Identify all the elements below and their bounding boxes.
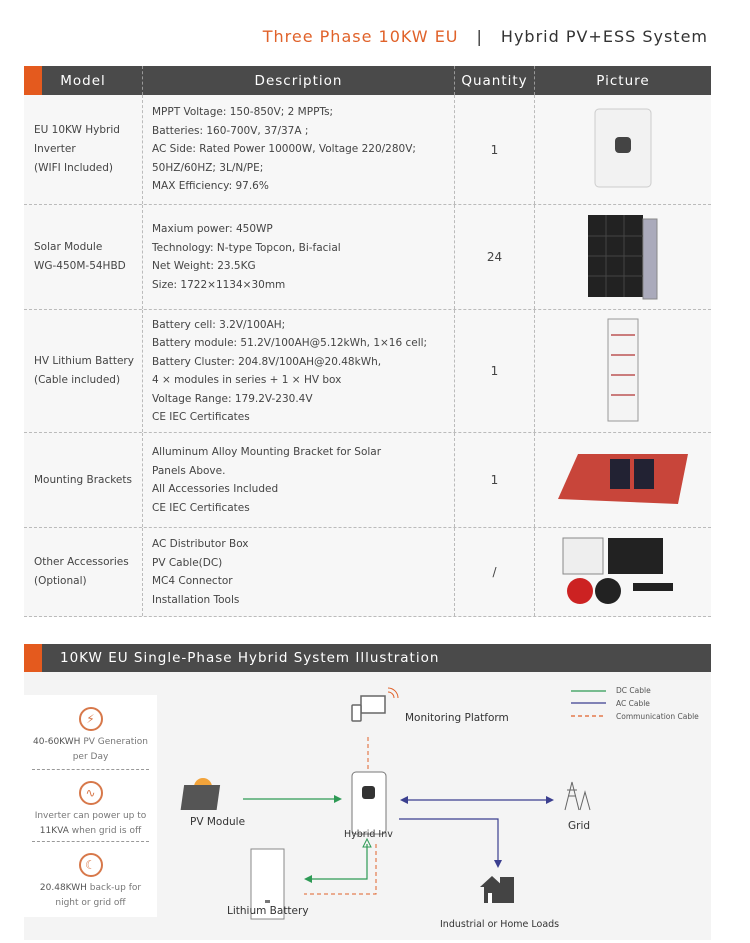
model-line: (Cable included) [34,374,121,386]
description-cell [143,95,455,204]
label-pv-module: PV Module [190,816,246,828]
description-line: CE IEC Certificates [152,501,250,514]
picture-cell [535,310,711,432]
battery-rack-image [603,315,643,428]
quantity-cell: / [455,528,535,616]
table-row [24,95,711,205]
description-line: Voltage Range: 179.2V-230.4V [152,392,313,405]
description-line: Maxium power: 450WP [152,223,273,235]
model-cell [24,310,143,432]
solar-panel-image [583,211,663,304]
comm-cable-battery [304,844,376,894]
model-line: Mounting Brackets [34,473,132,486]
description-line: Technology: N-type Topcon, Bi-facial [152,241,341,254]
quantity-cell: 1 [455,95,535,204]
house-icon [480,876,514,903]
description-line: MPPT Voltage: 150-850V; 2 MPPTs; [152,106,334,119]
description-line: CE IEC Certificates [152,411,250,423]
moon-icon: ☾ [79,853,103,877]
model-line: HV Lithium Battery [34,355,134,367]
model-cell [24,205,143,309]
description-line: MAX Efficiency: 97.6% [152,180,269,193]
description-cell [143,433,455,527]
table-row [24,433,711,528]
monitor-icon [352,688,398,721]
inverter-icon [352,772,386,834]
label-grid: Grid [568,820,591,832]
picture-cell [535,528,711,616]
inverter-image [593,107,653,192]
quantity-cell: 1 [455,433,535,527]
page-title: Three Phase 10KW EU | Hybrid PV+ESS System [262,27,708,46]
header-description: Description [143,66,455,95]
model-line: Inverter [34,143,76,155]
description-cell [143,310,455,432]
pulse-icon: ∿ [79,781,103,805]
product-table [24,66,711,617]
description-line: Battery cell: 3.2V/100AH; [152,318,286,331]
picture-cell [535,433,711,527]
quantity-cell: 24 [455,205,535,309]
legend-ac-cable: AC Cable [616,699,650,708]
ac-cable-loads [399,819,498,862]
description-line: Net Weight: 23.5KG [152,260,256,272]
label-monitoring: Monitoring Platform [405,712,509,724]
model-line: WG-450M-54HBD [34,260,126,272]
label-loads: Industrial or Home Loads [440,919,560,930]
roof-bracket-image [558,449,688,512]
model-line: EU 10KW Hybrid [34,124,120,136]
table-header [24,66,711,95]
picture-cell [535,95,711,204]
picture-cell [535,205,711,309]
table-row [24,310,711,433]
model-line: Solar Module [34,241,103,253]
description-line: Size: 1722×1134×30mm [152,278,286,291]
description-cell [143,528,455,616]
description-cell [143,205,455,309]
description-line: 50HZ/60HZ; 3L/N/PE; [152,161,264,174]
model-line: (WIFI Included) [34,162,114,174]
model-cell [24,528,143,616]
description-line: AC Distributor Box [152,538,249,550]
description-line: Alluminum Alloy Mounting Bracket for Solar [152,446,382,458]
label-hybrid-inv: Hybrid Inv [344,829,393,840]
description-line: Battery module: 51.2V/100AH@5.12kWh, 1×16 cell; [152,337,428,349]
header-picture: Picture [596,72,650,89]
model-line: (Optional) [34,575,87,587]
feature-pv-generation: ⚡ 40-60KWH PV Generation per Day [24,707,157,765]
description-line: All Accessories Included [152,483,279,495]
description-line: 4 × modules in series + 1 × HV box [152,374,342,386]
feature-inverter-power: ∿ Inverter can power up to 11KVA when grid is off [24,781,157,839]
header-quantity: Quantity [455,66,535,95]
description-line: Panels Above. [152,464,226,477]
model-cell [24,95,143,204]
table-row [24,528,711,617]
description-line: PV Cable(DC) [152,556,223,569]
description-line: AC Side: Rated Power 10000W, Voltage 220/280V; [152,143,416,156]
quantity-cell: 1 [455,310,535,432]
header-model: Model [24,66,143,95]
description-line: Batteries: 160-700V, 37/37A ; [152,124,309,137]
solar-sun-icon [181,778,221,810]
description-line: Installation Tools [152,593,240,606]
legend-comm-cable: Communication Cable [616,712,699,721]
grid-tower-icon [565,782,590,810]
label-lithium-battery: Lithium Battery [227,905,309,917]
lightning-icon: ⚡ [79,707,103,731]
feature-backup: ☾ 20.48KWH back-up for night or grid off [24,853,157,911]
description-line: MC4 Connector [152,575,233,587]
illustration-title: 10KW EU Single-Phase Hybrid System Illustration [24,644,711,672]
dc-cable-battery [310,844,367,879]
legend [571,691,606,716]
model-cell [24,433,143,527]
description-line: Battery Cluster: 204.8V/100AH@20.48kWh, [152,355,382,368]
model-line: Other Accessories [34,556,129,568]
legend-dc-cable: DC Cable [616,686,651,695]
accessories-image [558,533,688,611]
table-row [24,205,711,310]
